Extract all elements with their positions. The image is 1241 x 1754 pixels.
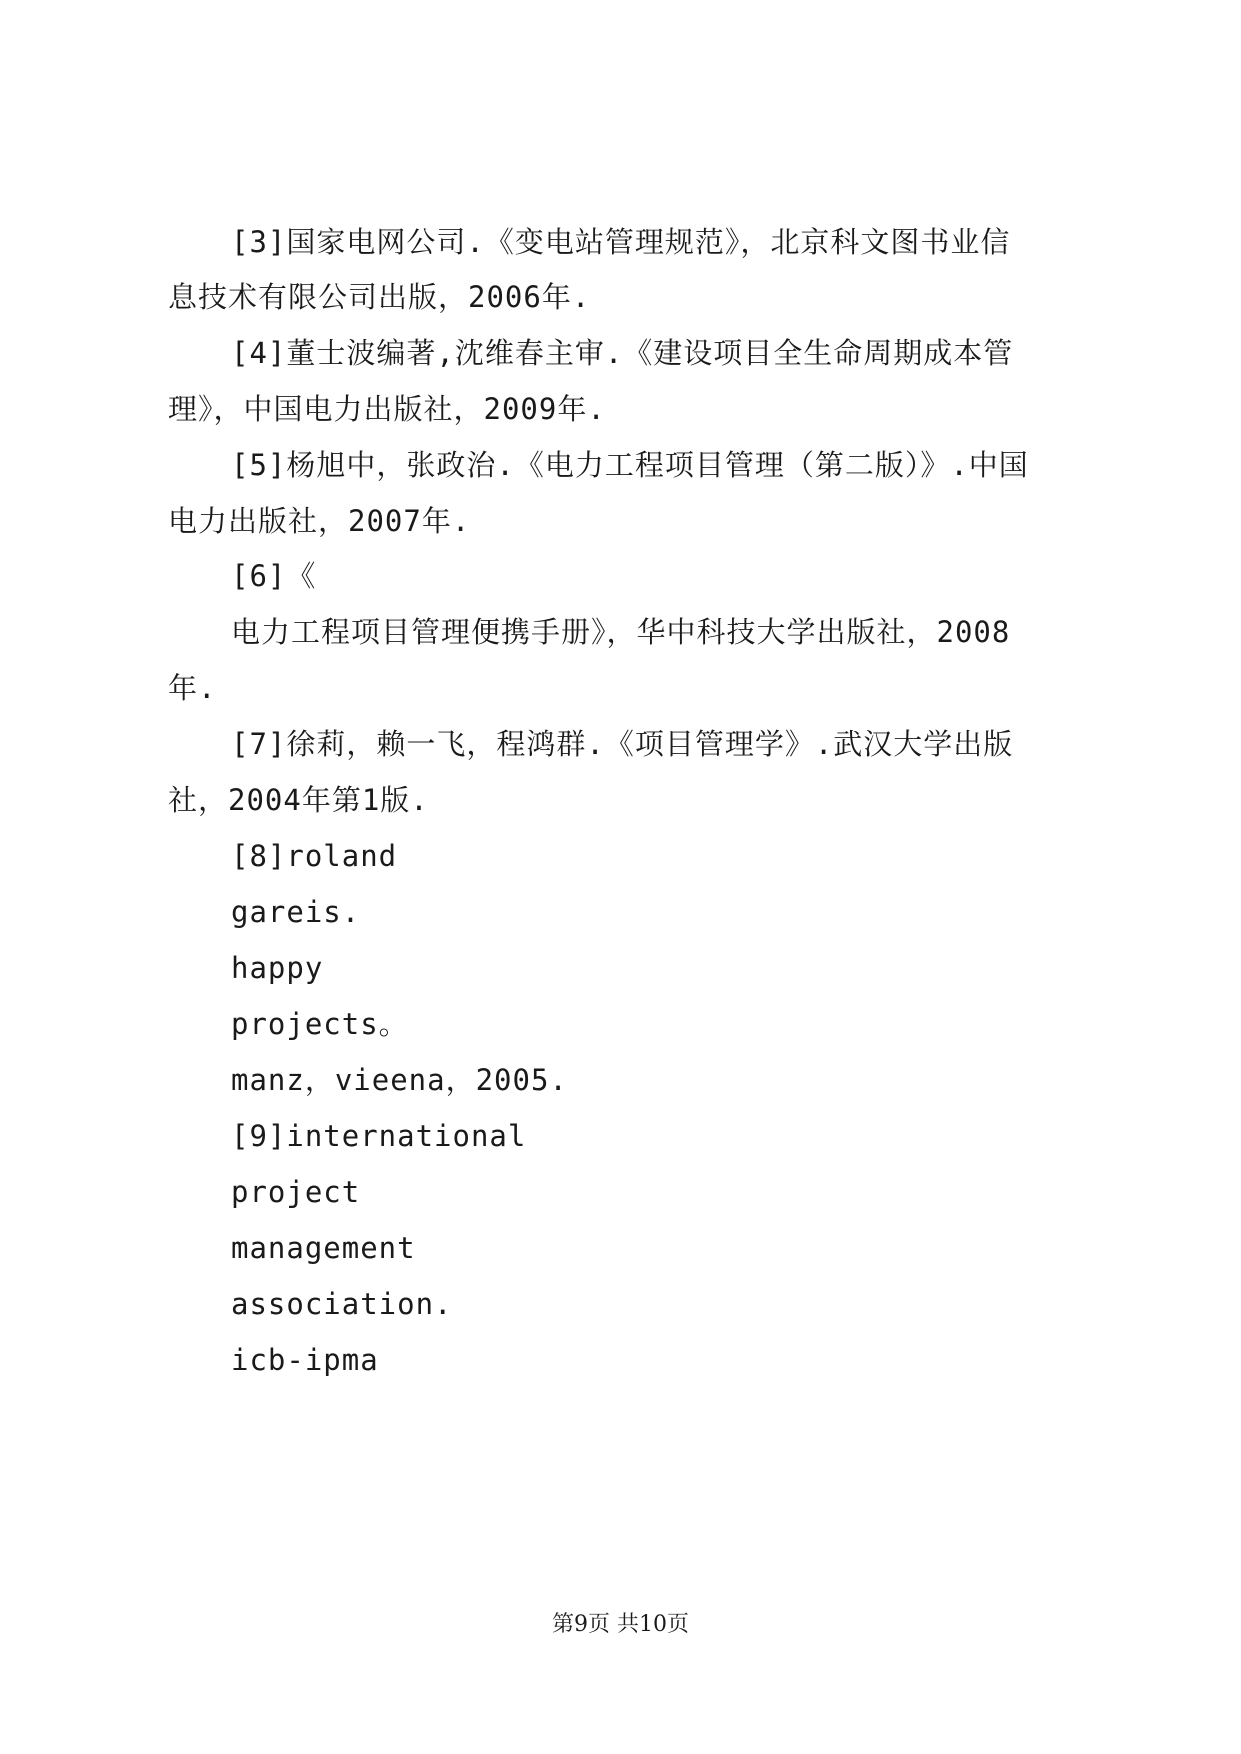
reference-5-line-1: [5]杨旭中，张政治.《电力工程项目管理（第二版）》.中国 xyxy=(231,448,1029,482)
reference-7-line-2: 社，2004年第1版. xyxy=(168,783,429,817)
reference-9-line-3: management xyxy=(231,1231,416,1265)
reference-6-line-3: 年. xyxy=(168,671,217,705)
reference-4-line-2: 理》，中国电力出版社，2009年. xyxy=(168,392,606,426)
reference-8-line-1: [8]roland xyxy=(231,839,398,873)
reference-9-line-5: icb-ipma xyxy=(231,1343,379,1377)
reference-6-line-1: [6]《 xyxy=(231,559,317,593)
reference-5-line-2: 电力出版社，2007年. xyxy=(168,504,471,538)
reference-3-line-2: 息技术有限公司出版，2006年. xyxy=(168,280,591,314)
reference-4-line-1: [4]董士波编著,沈维春主审.《建设项目全生命周期成本管 xyxy=(231,336,1014,370)
reference-3-line-1: [3]国家电网公司.《变电站管理规范》，北京科文图书业信 xyxy=(231,225,1011,259)
reference-9-line-2: project xyxy=(231,1175,361,1209)
reference-6-line-2: 电力工程项目管理便携手册》，华中科技大学出版社，2008 xyxy=(231,615,1011,649)
page-number-footer: 第9页 共10页 xyxy=(552,1612,689,1637)
reference-9-line-1: [9]international xyxy=(231,1119,527,1153)
reference-8-line-3: happy xyxy=(231,951,324,985)
reference-8-line-2: gareis. xyxy=(231,895,361,929)
reference-8-line-5: manz，vieena，2005. xyxy=(231,1063,568,1097)
reference-7-line-1: [7]徐莉，赖一飞，程鸿群.《项目管理学》.武汉大学出版 xyxy=(231,727,1014,761)
reference-9-line-4: association. xyxy=(231,1287,453,1321)
reference-8-line-4: projects。 xyxy=(231,1007,409,1041)
